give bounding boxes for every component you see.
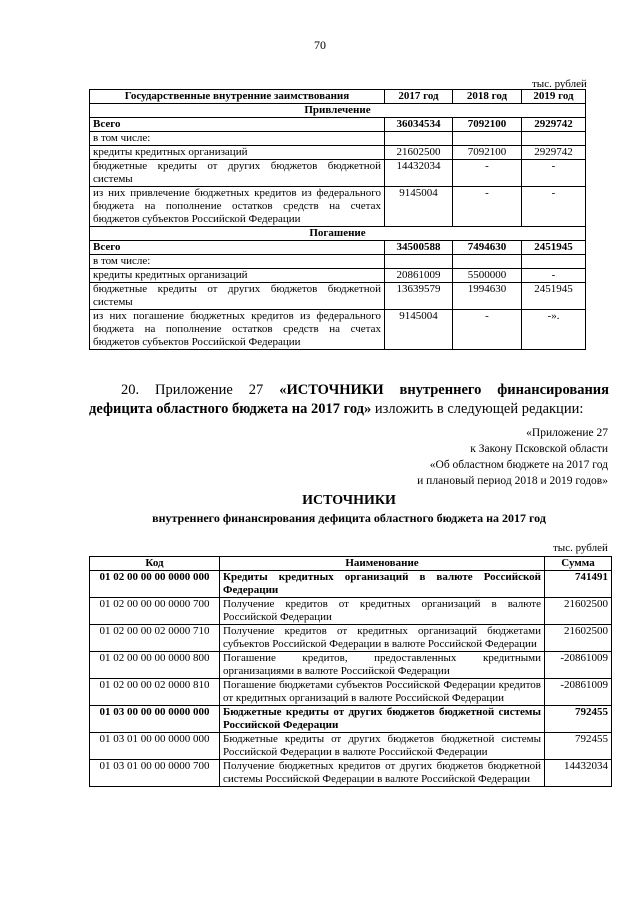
cell-2017: 36034534 bbox=[385, 118, 453, 132]
cell-2017: 9145004 bbox=[385, 187, 453, 227]
table-header-row bbox=[90, 557, 612, 571]
section-row bbox=[90, 227, 586, 241]
table-row bbox=[90, 160, 586, 187]
column-header: 2019 год bbox=[522, 90, 586, 104]
name-cell: Бюджетные кредиты от других бюджетов бюджетной системы Российской Федерации bbox=[220, 706, 545, 733]
cell-2017: 21602500 bbox=[385, 146, 453, 160]
code-cell: 01 02 00 00 00 0000 800 bbox=[90, 652, 220, 679]
code-cell: 01 03 00 00 00 0000 000 bbox=[90, 706, 220, 733]
table-row bbox=[90, 598, 612, 625]
code-cell: 01 02 00 00 00 0000 700 bbox=[90, 598, 220, 625]
cell-2019: 2929742 bbox=[522, 118, 586, 132]
cell-2018: 1994630 bbox=[453, 283, 522, 310]
table-row bbox=[90, 241, 586, 255]
amendment-paragraph bbox=[89, 381, 609, 419]
name-cell: Кредиты кредитных организаций в валюте Российской Федерации bbox=[220, 571, 545, 598]
cell-2017: 14432034 bbox=[385, 160, 453, 187]
sum-cell: -20861009 bbox=[545, 652, 612, 679]
row-label: из них погашение бюджетных кредитов из федерального бюджета на пополнение остатков средств на счетах бюджетов субъектов Российской Федерации bbox=[90, 310, 385, 350]
table-row bbox=[90, 625, 612, 652]
table-row bbox=[90, 733, 612, 760]
paragraph-suffix: изложить в следующей редакции: bbox=[371, 401, 584, 417]
sum-cell: 14432034 bbox=[545, 760, 612, 787]
table-row bbox=[90, 679, 612, 706]
cell-2019: 2929742 bbox=[522, 146, 586, 160]
name-cell: Получение бюджетных кредитов от других бюджетов бюджетной системы Российской Федерации в валюте Российской Федерации bbox=[220, 760, 545, 787]
appendix-line: «Об областном бюджете на 2017 год bbox=[429, 459, 608, 471]
sum-cell: 792455 bbox=[545, 706, 612, 733]
borrowings-table bbox=[89, 89, 586, 350]
row-label: из них привлечение бюджетных кредитов из федерального бюджета на пополнение остатков средств на счетах бюджетов субъектов Российской Федерации bbox=[90, 187, 385, 227]
sum-cell: 792455 bbox=[545, 733, 612, 760]
section-row bbox=[90, 104, 586, 118]
table-row bbox=[90, 283, 586, 310]
cell-2017: 20861009 bbox=[385, 269, 453, 283]
row-label: бюджетные кредиты от других бюджетов бюджетной системы bbox=[90, 160, 385, 187]
column-header: 2018 год bbox=[453, 90, 522, 104]
row-label: бюджетные кредиты от других бюджетов бюджетной системы bbox=[90, 283, 385, 310]
cell-2018: 7494630 bbox=[453, 241, 522, 255]
section-title: Привлечение bbox=[90, 104, 586, 118]
row-label: в том числе: bbox=[90, 132, 385, 146]
code-cell: 01 02 00 00 00 0000 000 bbox=[90, 571, 220, 598]
table-row bbox=[90, 187, 586, 227]
sum-cell: 21602500 bbox=[545, 598, 612, 625]
code-cell: 01 02 00 00 02 0000 710 bbox=[90, 625, 220, 652]
sum-cell: -20861009 bbox=[545, 679, 612, 706]
column-header: 2017 год bbox=[385, 90, 453, 104]
appendix-reference bbox=[417, 425, 608, 489]
code-cell: 01 02 00 00 02 0000 810 bbox=[90, 679, 220, 706]
paragraph-bold: «ИСТОЧНИКИ внутреннего финансирования дефицита областного бюджета на 2017 год» bbox=[89, 382, 609, 417]
cell-2019: - bbox=[522, 160, 586, 187]
appendix-line: и плановый период 2018 и 2019 годов» bbox=[417, 475, 608, 487]
appendix-line: к Закону Псковской области bbox=[470, 443, 608, 455]
code-cell: 01 03 01 00 00 0000 000 bbox=[90, 733, 220, 760]
name-cell: Бюджетные кредиты от других бюджетов бюджетной системы Российской Федерации в валюте Российской Федерации bbox=[220, 733, 545, 760]
cell-2018: 7092100 bbox=[453, 146, 522, 160]
document-title: ИСТОЧНИКИ bbox=[302, 493, 396, 508]
table-row bbox=[90, 269, 586, 283]
name-cell: Получение кредитов от кредитных организаций бюджетами субъектов Российской Федерации в валюте Российской Федерации bbox=[220, 625, 545, 652]
appendix-line: «Приложение 27 bbox=[526, 427, 608, 439]
sum-cell: 21602500 bbox=[545, 625, 612, 652]
name-cell: Погашение кредитов, предоставленных кредитными организациями в валюте Российской Федерации bbox=[220, 652, 545, 679]
table1-unit: тыс. рублей bbox=[532, 78, 587, 90]
table-row bbox=[90, 571, 612, 598]
cell-2019: - bbox=[522, 269, 586, 283]
column-header: Наименование bbox=[220, 557, 545, 571]
table-row bbox=[90, 652, 612, 679]
row-label: кредиты кредитных организаций bbox=[90, 269, 385, 283]
table-row bbox=[90, 255, 586, 269]
cell-2017: 9145004 bbox=[385, 310, 453, 350]
table-header-row bbox=[90, 90, 586, 104]
row-label: в том числе: bbox=[90, 255, 385, 269]
table-row bbox=[90, 146, 586, 160]
cell-2017: 13639579 bbox=[385, 283, 453, 310]
row-label: Всего bbox=[90, 118, 385, 132]
cell-2019: 2451945 bbox=[522, 241, 586, 255]
cell-2017: 34500588 bbox=[385, 241, 453, 255]
cell-2018: - bbox=[453, 310, 522, 350]
column-header: Государственные внутренние заимствования bbox=[90, 90, 385, 104]
name-cell: Получение кредитов от кредитных организаций в валюте Российской Федерации bbox=[220, 598, 545, 625]
cell-2018: - bbox=[453, 160, 522, 187]
cell-2018: 5500000 bbox=[453, 269, 522, 283]
code-cell: 01 03 01 00 00 0000 700 bbox=[90, 760, 220, 787]
row-label: Всего bbox=[90, 241, 385, 255]
name-cell: Погашение бюджетами субъектов Российской Федерации кредитов от кредитных организаций в валюте Российской Федерации bbox=[220, 679, 545, 706]
sources-table bbox=[89, 556, 612, 787]
cell-2018: 7092100 bbox=[453, 118, 522, 132]
cell-2019: 2451945 bbox=[522, 283, 586, 310]
column-header: Код bbox=[90, 557, 220, 571]
cell-2019: - bbox=[522, 187, 586, 227]
column-header: Сумма bbox=[545, 557, 612, 571]
paragraph-prefix: 20. Приложение 27 bbox=[121, 382, 280, 398]
table-row bbox=[90, 132, 586, 146]
row-label: кредиты кредитных организаций bbox=[90, 146, 385, 160]
table-row bbox=[90, 310, 586, 350]
table-row bbox=[90, 706, 612, 733]
cell-2019: -». bbox=[522, 310, 586, 350]
table-row bbox=[90, 760, 612, 787]
table-row bbox=[90, 118, 586, 132]
document-subtitle: внутреннего финансирования дефицита областного бюджета на 2017 год bbox=[152, 511, 546, 525]
page-number: 70 bbox=[314, 38, 326, 52]
table2-unit: тыс. рублей bbox=[553, 542, 608, 554]
cell-2018: - bbox=[453, 187, 522, 227]
section-title: Погашение bbox=[90, 227, 586, 241]
sum-cell: 741491 bbox=[545, 571, 612, 598]
